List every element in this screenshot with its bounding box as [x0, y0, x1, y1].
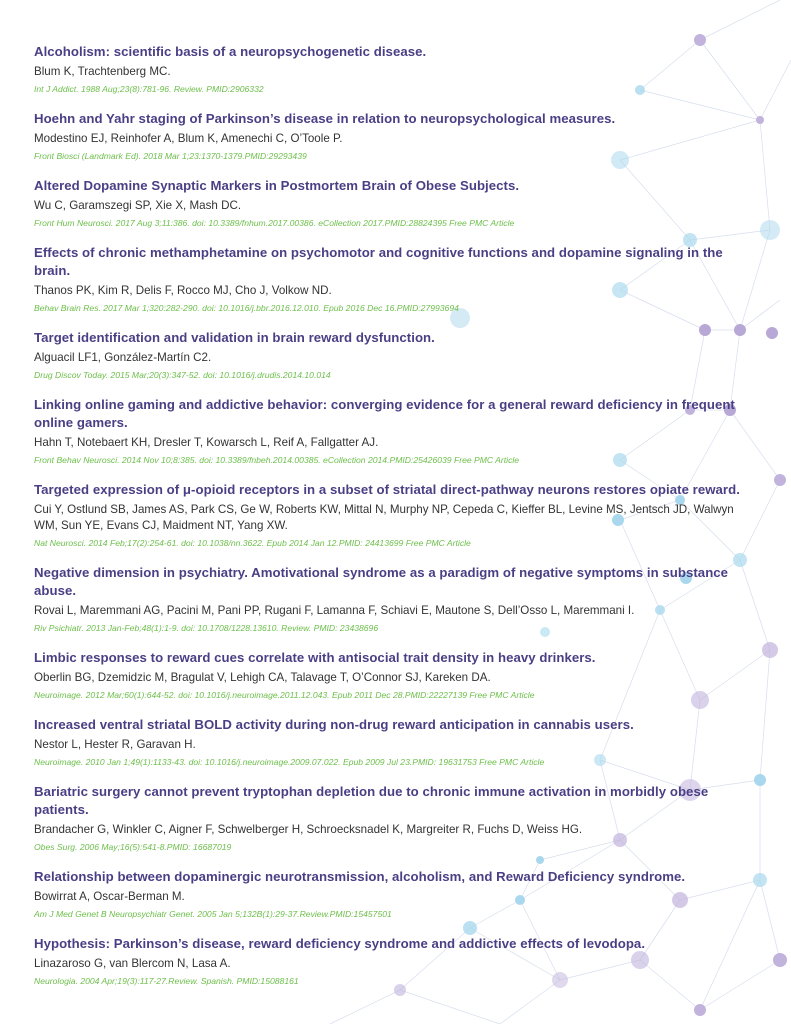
reference-title[interactable]: Alcoholism: scientific basis of a neuropsychogenetic disease. — [34, 44, 427, 59]
reference-title[interactable]: Negative dimension in psychiatry. Amotivational syndrome as a paradigm of negative symptoms in substance abuse. — [34, 565, 729, 598]
reference-authors: Rovai L, Maremmani AG, Pacini M, Pani PP, Rugani F, Lamanna F, Schiavi E, Mautone S, Dell’Osso L, Maremmani I. — [34, 604, 635, 617]
reference-list — [34, 43, 759, 1002]
reference-citation: Obes Surg. 2006 May;16(5):541-8.PMID: 16687019 — [34, 842, 232, 852]
reference-authors: Hahn T, Notebaert KH, Dresler T, Kowarsch L, Reif A, Fallgatter AJ. — [34, 436, 379, 449]
reference-item — [34, 481, 759, 549]
reference-item — [34, 868, 759, 920]
reference-title[interactable]: Bariatric surgery cannot prevent tryptophan depletion due to chronic immune activation in morbidly obese patients. — [34, 784, 709, 817]
reference-item — [34, 43, 759, 95]
reference-authors: Cui Y, Ostlund SB, James AS, Park CS, Ge W, Roberts KW, Mittal N, Murphy NP, Cepeda C, Kieffer BL, Levine MS, Jentsch JD, Walwyn WM, Sun YE, Evans CJ, Maidment NT, Yang XW. — [34, 503, 734, 532]
reference-title[interactable]: Increased ventral striatal BOLD activity during non-drug reward anticipation in cannabis users. — [34, 717, 634, 732]
reference-item — [34, 329, 759, 381]
reference-citation: Neuroimage. 2012 Mar;60(1):644-52. doi: 10.1016/j.neuroimage.2011.12.043. Epub 2011 Dec 28.PMID:22227139 Free PMC Article — [34, 690, 535, 700]
reference-title[interactable]: Effects of chronic methamphetamine on psychomotor and cognitive functions and dopamine signaling in the brain. — [34, 245, 723, 278]
reference-citation: Drug Discov Today. 2015 Mar;20(3):347-52. doi: 10.1016/j.drudis.2014.10.014 — [34, 370, 331, 380]
reference-title[interactable]: Hypothesis: Parkinson’s disease, reward deficiency syndrome and addictive effects of levodopa. — [34, 936, 646, 951]
reference-authors: Modestino EJ, Reinhofer A, Blum K, Amenechi C, O’Toole P. — [34, 132, 343, 145]
reference-authors: Oberlin BG, Dzemidzic M, Bragulat V, Lehigh CA, Talavage T, O’Connor SJ, Kareken DA. — [34, 671, 491, 684]
reference-authors: Linazaroso G, van Blercom N, Lasa A. — [34, 957, 231, 970]
reference-title[interactable]: Linking online gaming and addictive behavior: converging evidence for a general reward deficiency in frequent online gamers. — [34, 397, 735, 430]
reference-item — [34, 177, 759, 229]
reference-item — [34, 396, 759, 466]
reference-citation: Front Hum Neurosci. 2017 Aug 3;11:386. doi: 10.3389/fnhum.2017.00386. eCollection 2017.PMID:28824395 Free PMC Article — [34, 218, 515, 228]
reference-citation: Front Behav Neurosci. 2014 Nov 10;8:385. doi: 10.3389/fnbeh.2014.00385. eCollection 2014.PMID:25426039 Free PMC Article — [34, 455, 520, 465]
reference-item — [34, 935, 759, 987]
reference-citation: Behav Brain Res. 2017 Mar 1;320:282-290. doi: 10.1016/j.bbr.2016.12.010. Epub 2016 Dec 16.PMID:27993694 — [34, 303, 459, 313]
reference-title[interactable]: Altered Dopamine Synaptic Markers in Postmortem Brain of Obese Subjects. — [34, 178, 520, 193]
reference-authors: Bowirrat A, Oscar-Berman M. — [34, 890, 185, 903]
reference-citation: Neuroimage. 2010 Jan 1;49(1):1133-43. doi: 10.1016/j.neuroimage.2009.07.022. Epub 2009 Jul 23.PMID: 19631753 Free PMC Article — [34, 757, 545, 767]
reference-item — [34, 649, 759, 701]
reference-citation: Nat Neurosci. 2014 Feb;17(2):254-61. doi: 10.1038/nn.3622. Epub 2014 Jan 12.PMID: 24413699 Free PMC Article — [34, 538, 471, 548]
reference-title[interactable]: Target identification and validation in brain reward dysfunction. — [34, 330, 435, 345]
reference-item — [34, 716, 759, 768]
reference-authors: Nestor L, Hester R, Garavan H. — [34, 738, 196, 751]
reference-authors: Thanos PK, Kim R, Delis F, Rocco MJ, Cho J, Volkow ND. — [34, 284, 332, 297]
reference-title[interactable]: Targeted expression of μ-opioid receptors in a subset of striatal direct-pathway neurons restores opiate reward. — [34, 482, 740, 497]
reference-citation: Int J Addict. 1988 Aug;23(8):781-96. Review. PMID:2906332 — [34, 84, 264, 94]
reference-title[interactable]: Hoehn and Yahr staging of Parkinson’s disease in relation to neuropsychological measures. — [34, 111, 616, 126]
reference-authors: Blum K, Trachtenberg MC. — [34, 65, 171, 78]
reference-item — [34, 110, 759, 162]
reference-authors: Alguacil LF1, González-Martín C2. — [34, 351, 212, 364]
reference-citation: Am J Med Genet B Neuropsychiatr Genet. 2005 Jan 5;132B(1):29-37.Review.PMID:15457501 — [34, 909, 392, 919]
reference-citation: Neurologia. 2004 Apr;19(3):117-27.Review. Spanish. PMID:15088161 — [34, 976, 299, 986]
reference-citation: Front Biosci (Landmark Ed). 2018 Mar 1;23:1370-1379.PMID:29293439 — [34, 151, 307, 161]
reference-item — [34, 783, 759, 853]
reference-authors: Brandacher G, Winkler C, Aigner F, Schwelberger H, Schroecksnadel K, Margreiter R, Fuchs D, Weiss HG. — [34, 823, 583, 836]
reference-citation: Riv Psichiatr. 2013 Jan-Feb;48(1):1-9. doi: 10.1708/1228.13610. Review. PMID: 23438696 — [34, 623, 379, 633]
reference-authors: Wu C, Garamszegi SP, Xie X, Mash DC. — [34, 199, 242, 212]
reference-title[interactable]: Relationship between dopaminergic neurotransmission, alcoholism, and Reward Deficiency syndrome. — [34, 869, 686, 884]
reference-item — [34, 564, 759, 634]
reference-title[interactable]: Limbic responses to reward cues correlate with antisocial trait density in heavy drinkers. — [34, 650, 596, 665]
reference-item — [34, 244, 759, 314]
